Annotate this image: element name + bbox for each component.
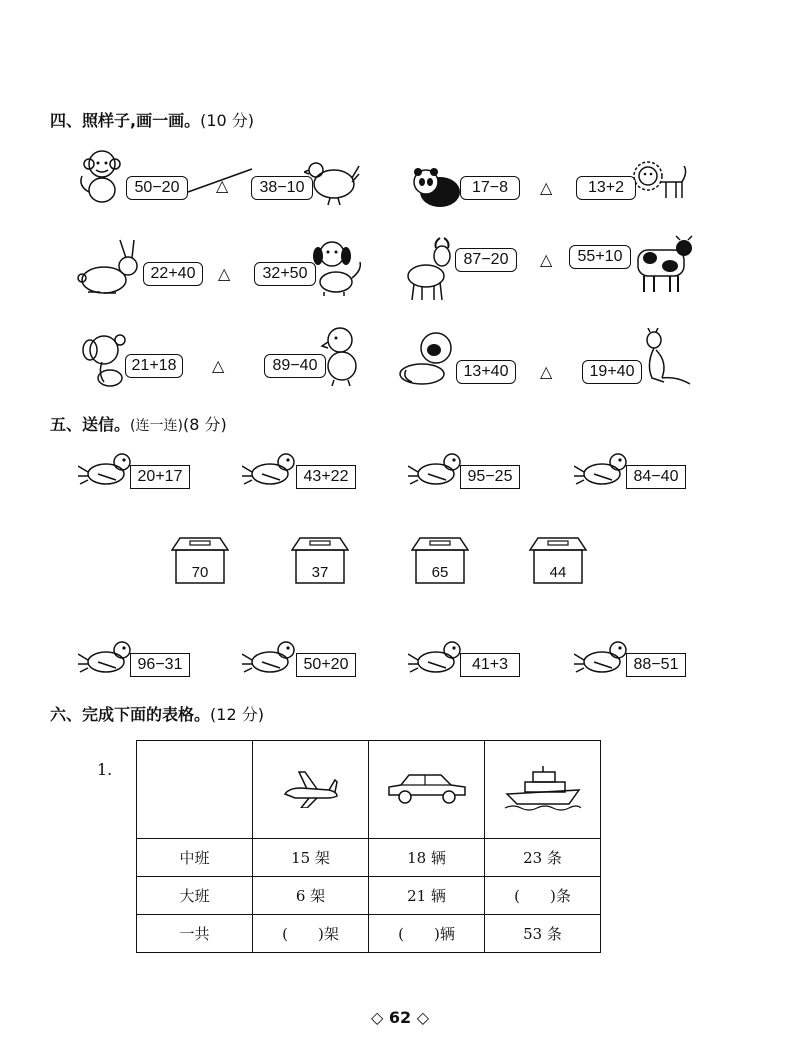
elephant-icon [80, 328, 130, 388]
triangle-1b: △ [540, 178, 553, 197]
triangle-3b: △ [540, 362, 553, 381]
expr-dog: 32+50 [254, 262, 316, 286]
lion-icon [632, 158, 690, 204]
row-label: 一共 [137, 915, 253, 953]
answer-blank-cell[interactable]: ( )条 [485, 877, 601, 915]
mailbox-number: 70 [191, 564, 209, 581]
table-cell: 53 条 [485, 915, 601, 953]
section5-title: 五、送信。 [50, 415, 131, 434]
mailbox-number: 65 [431, 564, 449, 581]
expr-kangaroo: 19+40 [582, 360, 642, 384]
section5-score: (8 分) [182, 415, 227, 434]
mailbox-number: 37 [311, 564, 329, 581]
ship-icon [503, 764, 583, 812]
bird-letter-8: 88−51 [626, 653, 686, 677]
mailbox [410, 536, 470, 584]
expr-rabbit: 22+40 [143, 262, 203, 286]
car-icon [387, 771, 467, 805]
airplane-icon [281, 768, 341, 808]
bird-icon [574, 638, 630, 678]
bird-icon [242, 450, 298, 490]
expr-chicken: 38−10 [251, 176, 313, 200]
bird-icon [78, 450, 134, 490]
bird-icon [408, 638, 464, 678]
count-table [136, 740, 601, 953]
row-label: 中班 [137, 839, 253, 877]
expr-cow: 55+10 [569, 245, 631, 269]
expr-monkey: 50−20 [126, 176, 188, 200]
mailbox [170, 536, 230, 584]
expr-lion: 13+2 [576, 176, 636, 200]
table-cell: 23 条 [485, 839, 601, 877]
table-row [137, 877, 601, 915]
bird-letter-6: 50+20 [296, 653, 356, 677]
row-label: 大班 [137, 877, 253, 915]
bird-letter-5: 96−31 [130, 653, 190, 677]
duckling-icon [320, 326, 360, 388]
bird-letter-7: 41+3 [460, 653, 520, 677]
expr-duck: 13+40 [456, 360, 516, 384]
bird-icon [574, 450, 630, 490]
triangle-2b: △ [540, 250, 553, 269]
dog-icon [308, 236, 366, 298]
expr-panda: 17−8 [460, 176, 520, 200]
table-cell: 21 辆 [369, 877, 485, 915]
mailbox [528, 536, 588, 584]
section6-heading [50, 702, 264, 725]
mailbox-number: 44 [549, 564, 567, 581]
section4-heading [50, 108, 254, 131]
section4-title: 四、照样子,画一画。 [50, 111, 201, 130]
triangle-3a: △ [212, 356, 225, 375]
table-cell: 18 辆 [369, 839, 485, 877]
section5-note: (连一连) [130, 418, 183, 434]
bird-icon [408, 450, 464, 490]
table-cell: 6 架 [253, 877, 369, 915]
triangle-1a: △ [216, 176, 229, 195]
answer-blank-cell[interactable]: ( )架 [253, 915, 369, 953]
table-row [137, 915, 601, 953]
mailbox [290, 536, 350, 584]
section6-title: 六、完成下面的表格。 [50, 705, 211, 724]
item-number: 1. [97, 760, 113, 779]
table-cell: 15 架 [253, 839, 369, 877]
table-header-cell [485, 741, 601, 839]
monkey-icon [76, 146, 128, 204]
bird-letter-3: 95−25 [460, 465, 520, 489]
goat-icon [404, 234, 458, 302]
table-header-cell [369, 741, 485, 839]
panda-icon [412, 166, 462, 210]
table-row [137, 839, 601, 877]
expr-elephant: 21+18 [125, 354, 183, 378]
expr-goat: 87−20 [455, 248, 517, 272]
triangle-2a: △ [218, 264, 231, 283]
rabbit-icon [74, 238, 144, 298]
page-number: ◇ 62 ◇ [370, 1008, 429, 1027]
answer-blank-cell[interactable]: ( )辆 [369, 915, 485, 953]
table-header-row [137, 741, 601, 839]
duck-icon [398, 330, 462, 386]
kangaroo-icon [636, 328, 692, 388]
table-header-cell [253, 741, 369, 839]
expr-duckling: 89−40 [264, 354, 326, 378]
bird-icon [78, 638, 134, 678]
bird-icon [242, 638, 298, 678]
bird-letter-2: 43+22 [296, 465, 356, 489]
bird-letter-4: 84−40 [626, 465, 686, 489]
section5-heading [50, 412, 227, 435]
chicken-icon [304, 156, 360, 206]
section6-score: (12 分) [210, 705, 264, 724]
cow-icon [628, 234, 694, 296]
table-corner-cell [137, 741, 253, 839]
section4-score: (10 分) [200, 111, 255, 130]
bird-letter-1: 20+17 [130, 465, 190, 489]
